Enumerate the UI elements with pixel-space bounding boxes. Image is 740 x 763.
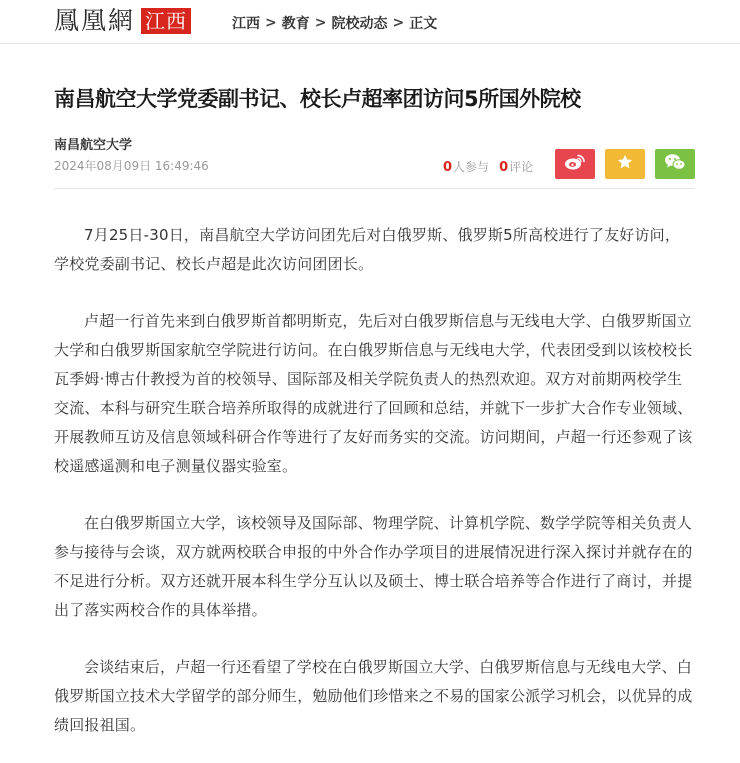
article-paragraph: 会谈结束后，卢超一行还看望了学校在白俄罗斯国立大学、白俄罗斯信息与无线电大学、白俄罗斯国立技术大学留学的部分师生，勉励他们珍惜来之不易的国家公派学习机会，以优异的成绩回报祖国。 <box>54 658 693 734</box>
article-paragraph: 在白俄罗斯国立大学，该校领导及国际部、物理学院、计算机学院、数学学院等相关负责人参与接待与会谈，双方就两校联合申报的中外合作办学项目的进展情况进行深入探讨并就存在的不足进行分析。双方还就开展本科生学分互认以及硕士、博士联合培养等合作进行了商讨，并提出了落实两校合作的具体举措。 <box>54 514 693 619</box>
breadcrumb-separator: > <box>265 15 277 31</box>
article-stats <box>443 158 543 175</box>
site-logo[interactable] <box>54 6 191 36</box>
favorite-button[interactable] <box>605 149 645 179</box>
article-title: 南昌航空大学党委副书记、校长卢超率团访问5所国外院校 <box>54 87 581 111</box>
share-weibo-button[interactable] <box>555 149 595 179</box>
share-wechat-button[interactable] <box>655 149 695 179</box>
breadcrumb-article[interactable]: 正文 <box>409 16 438 32</box>
wechat-icon <box>664 153 686 175</box>
breadcrumb <box>232 13 437 33</box>
breadcrumb-education[interactable]: 教育 <box>281 16 310 32</box>
comments-label: 评论 <box>509 160 534 174</box>
breadcrumb-jiangxi[interactable]: 江西 <box>232 16 260 32</box>
weibo-icon <box>564 153 586 175</box>
article-paragraph: 7月25日-30日，南昌航空大学访问团先后对白俄罗斯、俄罗斯5所高校进行了友好访问，学校党委副书记、校长卢超是此次访问团团长。 <box>54 226 681 273</box>
article-date: 2024年08月09日 16:49:46 <box>54 159 209 173</box>
comments-stat[interactable] <box>499 158 533 175</box>
participants-count: 0 <box>443 160 453 175</box>
breadcrumb-separator: > <box>392 15 405 31</box>
article-paragraph: 卢超一行首先来到白俄罗斯首都明斯克，先后对白俄罗斯信息与无线电大学、白俄罗斯国立大学和白俄罗斯国家航空学院进行访问。在白俄罗斯信息与无线电大学，代表团受到以该校校长瓦季姆·博古什教授为首的校领导、国际部及相关学院负责人的热烈欢迎。双方对前期两校学生交流、本科与研究生联合培养所取得的成就进行了回顾和总结，并就下一步扩大合作专业领域、开展教师互访及信息领域科研合作等进行了友好而务实的交流。访问期间，卢超一行还参观了该校遥感遥测和电子测量仪器实验室。 <box>54 312 693 475</box>
comments-count: 0 <box>499 160 509 175</box>
article-source[interactable]: 南昌航空大学 <box>54 138 133 153</box>
logo-text[interactable]: 鳳凰網 <box>54 6 136 35</box>
breadcrumb-school-news[interactable]: 院校动态 <box>331 16 388 32</box>
top-bar <box>0 0 740 44</box>
article-body <box>54 221 694 763</box>
participants-label: 人参与 <box>453 160 490 174</box>
header-divider <box>54 188 694 189</box>
breadcrumb-separator: > <box>314 15 327 31</box>
region-badge[interactable]: 江西 <box>141 8 191 34</box>
star-icon <box>616 153 634 175</box>
participants-stat[interactable] <box>443 158 489 175</box>
